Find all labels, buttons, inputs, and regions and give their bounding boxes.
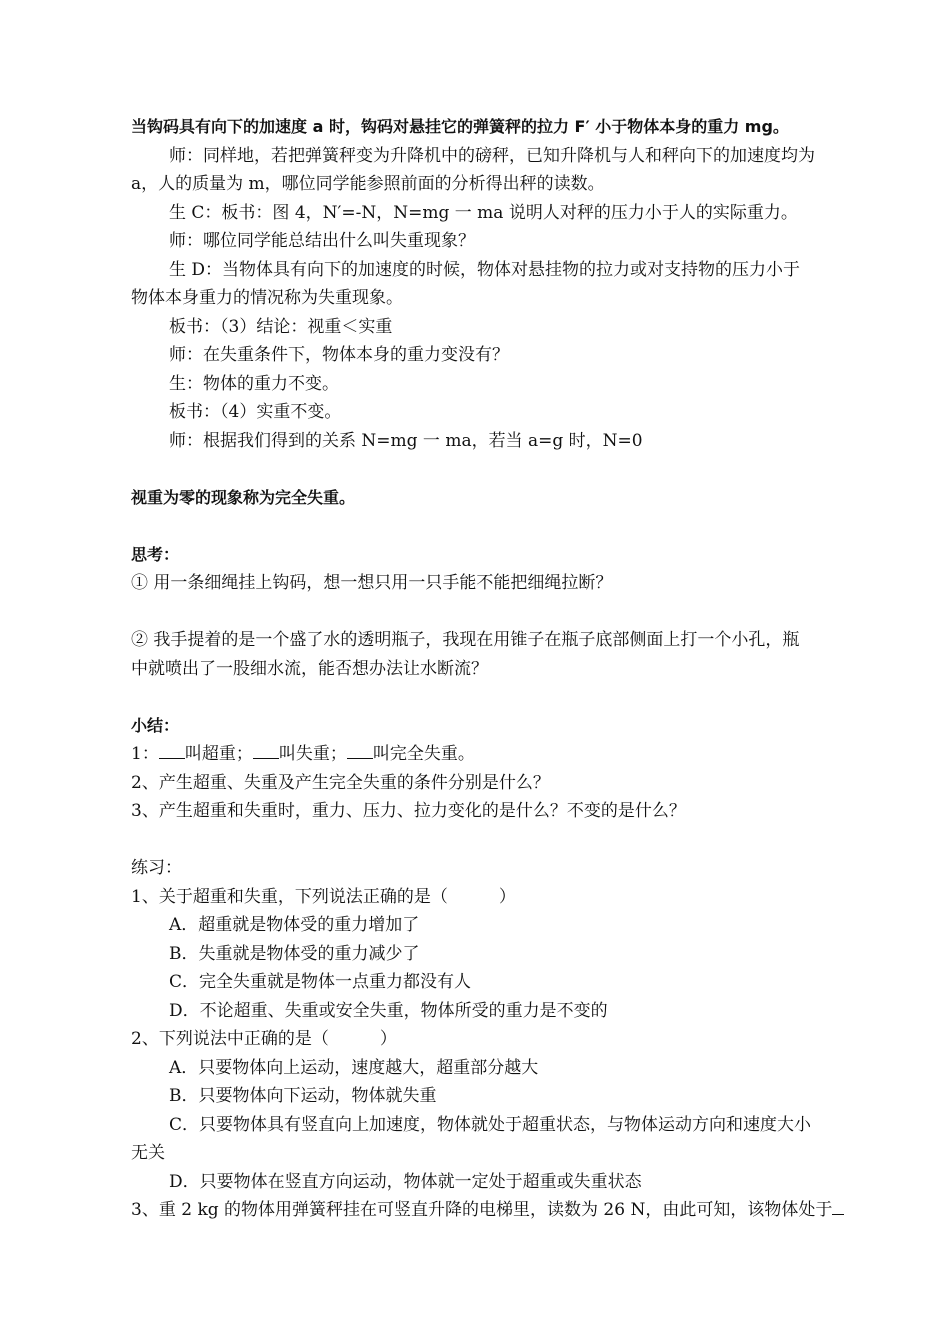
think-item-2-cont: 中就喷出了一股细水流，能否想办法让水断流？	[131, 658, 488, 679]
paragraph-board-conclusion: 板书：（3）结论：视重＜实重	[169, 316, 393, 337]
paragraph-board-real-weight: 板书：（4）实重不变。	[169, 402, 342, 422]
question-2-option-a: A．只要物体向上运动，速度越大，超重部分越大	[169, 1057, 539, 1078]
paragraph-student-answer: 生：物体的重力不变。	[169, 373, 339, 394]
paragraph-complete-weightless: 视重为零的现象称为完全失重。	[131, 487, 356, 507]
question-2-option-b: B．只要物体向下运动，物体就失重	[169, 1086, 437, 1106]
question-1-option-b: B．失重就是物体受的重力减少了	[169, 943, 420, 964]
heading-summary: 小结：	[131, 715, 180, 735]
question-1-option-c: C．完全失重就是物体一点重力都没有人	[169, 972, 472, 992]
think-item-2: ② 我手提着的是一个盛了水的透明瓶子，我现在用锥子在瓶子底部侧面上打一个小孔，瓶	[131, 630, 800, 650]
paragraph-student-d: 生 D：当物体具有向下的加速度的时候，物体对悬挂物的拉力或对支持物的压力小于	[169, 259, 801, 280]
paragraph-student-c: 生 C：板书：图 4，N′=-N，N=mg 一 ma 说明人对秤的压力小于人的实际重力。	[169, 202, 798, 223]
question-1-option-a: A．超重就是物体受的重力增加了	[169, 915, 420, 935]
document-page	[131, 113, 876, 1225]
question-3: 3、重 2 kg 的物体用弹簧秤挂在可竖直升降的电梯里，读数为 26 N，由此可知，该物体处于	[131, 1196, 876, 1225]
heading-exercise: 练习：	[131, 858, 182, 878]
summary-item-1: 1： 叫超重； 叫失重； 叫完全失重。	[131, 744, 475, 764]
question-2-option-c: C．只要物体具有竖直向上加速度，物体就处于超重状态，与物体运动方向和速度大小	[169, 1114, 812, 1135]
question-2-option-d: D．只要物体在竖直方向运动，物体就一定处于超重或失重状态	[169, 1171, 642, 1192]
think-item-1: ① 用一条细绳挂上钩码，想一想只用一只手能不能把细绳拉断？	[131, 573, 613, 593]
paragraph-teacher-question: 师：哪位同学能总结出什么叫失重现象？	[169, 231, 475, 251]
summary-item-2: 2、产生超重、失重及产生完全失重的条件分别是什么？	[131, 772, 550, 793]
question-1-option-d: D．不论超重、失重或安全失重，物体所受的重力是不变的	[169, 1000, 608, 1021]
question-2: 2、下列说法中正确的是（ ）	[131, 1029, 397, 1049]
paragraph-teacher-elevator: 师：同样地，若把弹簧秤变为升降机中的磅秤，已知升降机与人和秤向下的加速度均为	[169, 145, 815, 166]
paragraph-teacher-formula: 师：根据我们得到的关系 N=mg 一 ma，若当 a=g 时，N=0	[169, 430, 643, 451]
paragraph-conclusion-weightless: 当钩码具有向下的加速度 a 时，钩码对悬挂它的弹簧秤的拉力 F′ 小于物体本身的重力 mg。	[131, 117, 789, 136]
question-1: 1、关于超重和失重，下列说法正确的是（ ）	[131, 886, 516, 907]
paragraph-student-d-cont: 物体本身重力的情况称为失重现象。	[131, 288, 403, 308]
question-2-option-c-cont: 无关	[131, 1143, 165, 1163]
paragraph-teacher-elevator-cont: a，人的质量为 m，哪位同学能参照前面的分析得出秤的读数。	[131, 174, 605, 194]
paragraph-teacher-gravity: 师：在失重条件下，物体本身的重力变没有？	[169, 345, 509, 365]
summary-item-3: 3、产生超重和失重时，重力、压力、拉力变化的是什么？不变的是什么？	[131, 801, 686, 821]
heading-think: 思考：	[131, 544, 180, 564]
